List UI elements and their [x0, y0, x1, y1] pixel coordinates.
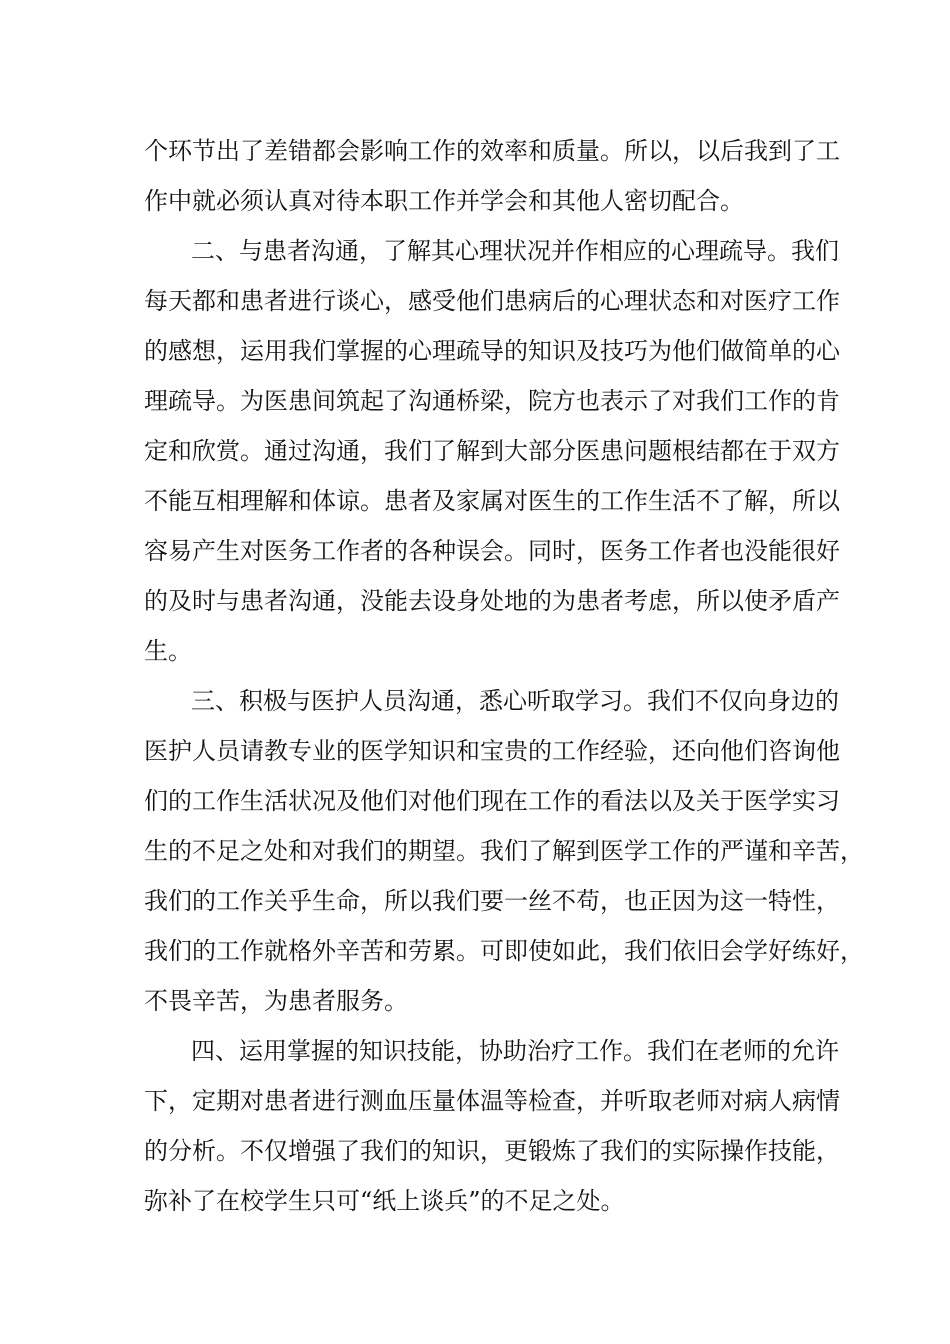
text-line: 每天都和患者进行谈心，感受他们患病后的心理状态和对医疗工作 [144, 287, 840, 315]
text-line: 理疏导。为医患间筑起了沟通桥梁，院方也表示了对我们工作的肯 [144, 387, 840, 415]
text-line: 医护人员请教专业的医学知识和宝贵的工作经验，还向他们咨询他 [144, 737, 840, 765]
text-line: 下，定期对患者进行测血压量体温等检查，并听取老师对病人病情 [144, 1087, 840, 1115]
text-line: 作中就必须认真对待本职工作并学会和其他人密切配合。 [144, 187, 744, 215]
text-line: 弥补了在校学生只可“纸上谈兵”的不足之处。 [144, 1187, 625, 1215]
text-line: 定和欣赏。通过沟通，我们了解到大部分医患问题根结都在于双方 [144, 437, 840, 465]
text-line: 生。 [144, 637, 192, 665]
text-line: 容易产生对医务工作者的各种误会。同时，医务工作者也没能很好 [144, 537, 840, 565]
text-line: 的分析。不仅增强了我们的知识，更锻炼了我们的实际操作技能， [144, 1137, 840, 1165]
text-line: 个环节出了差错都会影响工作的效率和质量。所以，以后我到了工 [144, 137, 840, 165]
text-line: 不能互相理解和体谅。患者及家属对医生的工作生活不了解，所以 [144, 487, 840, 515]
paragraph-heading-line: 三、积极与医护人员沟通，悉心听取学习。我们不仅向身边的 [191, 687, 839, 715]
text-line: 我们的工作就格外辛苦和劳累。可即使如此，我们依旧会学好练好， [144, 937, 864, 965]
text-line: 的感想，运用我们掌握的心理疏导的知识及技巧为他们做简单的心 [144, 337, 840, 365]
text-line: 的及时与患者沟通，没能去设身处地的为患者考虑，所以使矛盾产 [144, 587, 840, 615]
text-line: 不畏辛苦，为患者服务。 [144, 987, 408, 1015]
paragraph-heading-line: 二、与患者沟通，了解其心理状况并作相应的心理疏导。我们 [191, 237, 839, 265]
text-line: 生的不足之处和对我们的期望。我们了解到医学工作的严谨和辛苦， [144, 837, 864, 865]
text-line: 们的工作生活状况及他们对他们现在工作的看法以及关于医学实习 [144, 787, 840, 815]
paragraph-heading-line: 四、运用掌握的知识技能，协助治疗工作。我们在老师的允许 [191, 1037, 839, 1065]
text-line: 我们的工作关乎生命，所以我们要一丝不苟，也正因为这一特性， [144, 887, 840, 915]
